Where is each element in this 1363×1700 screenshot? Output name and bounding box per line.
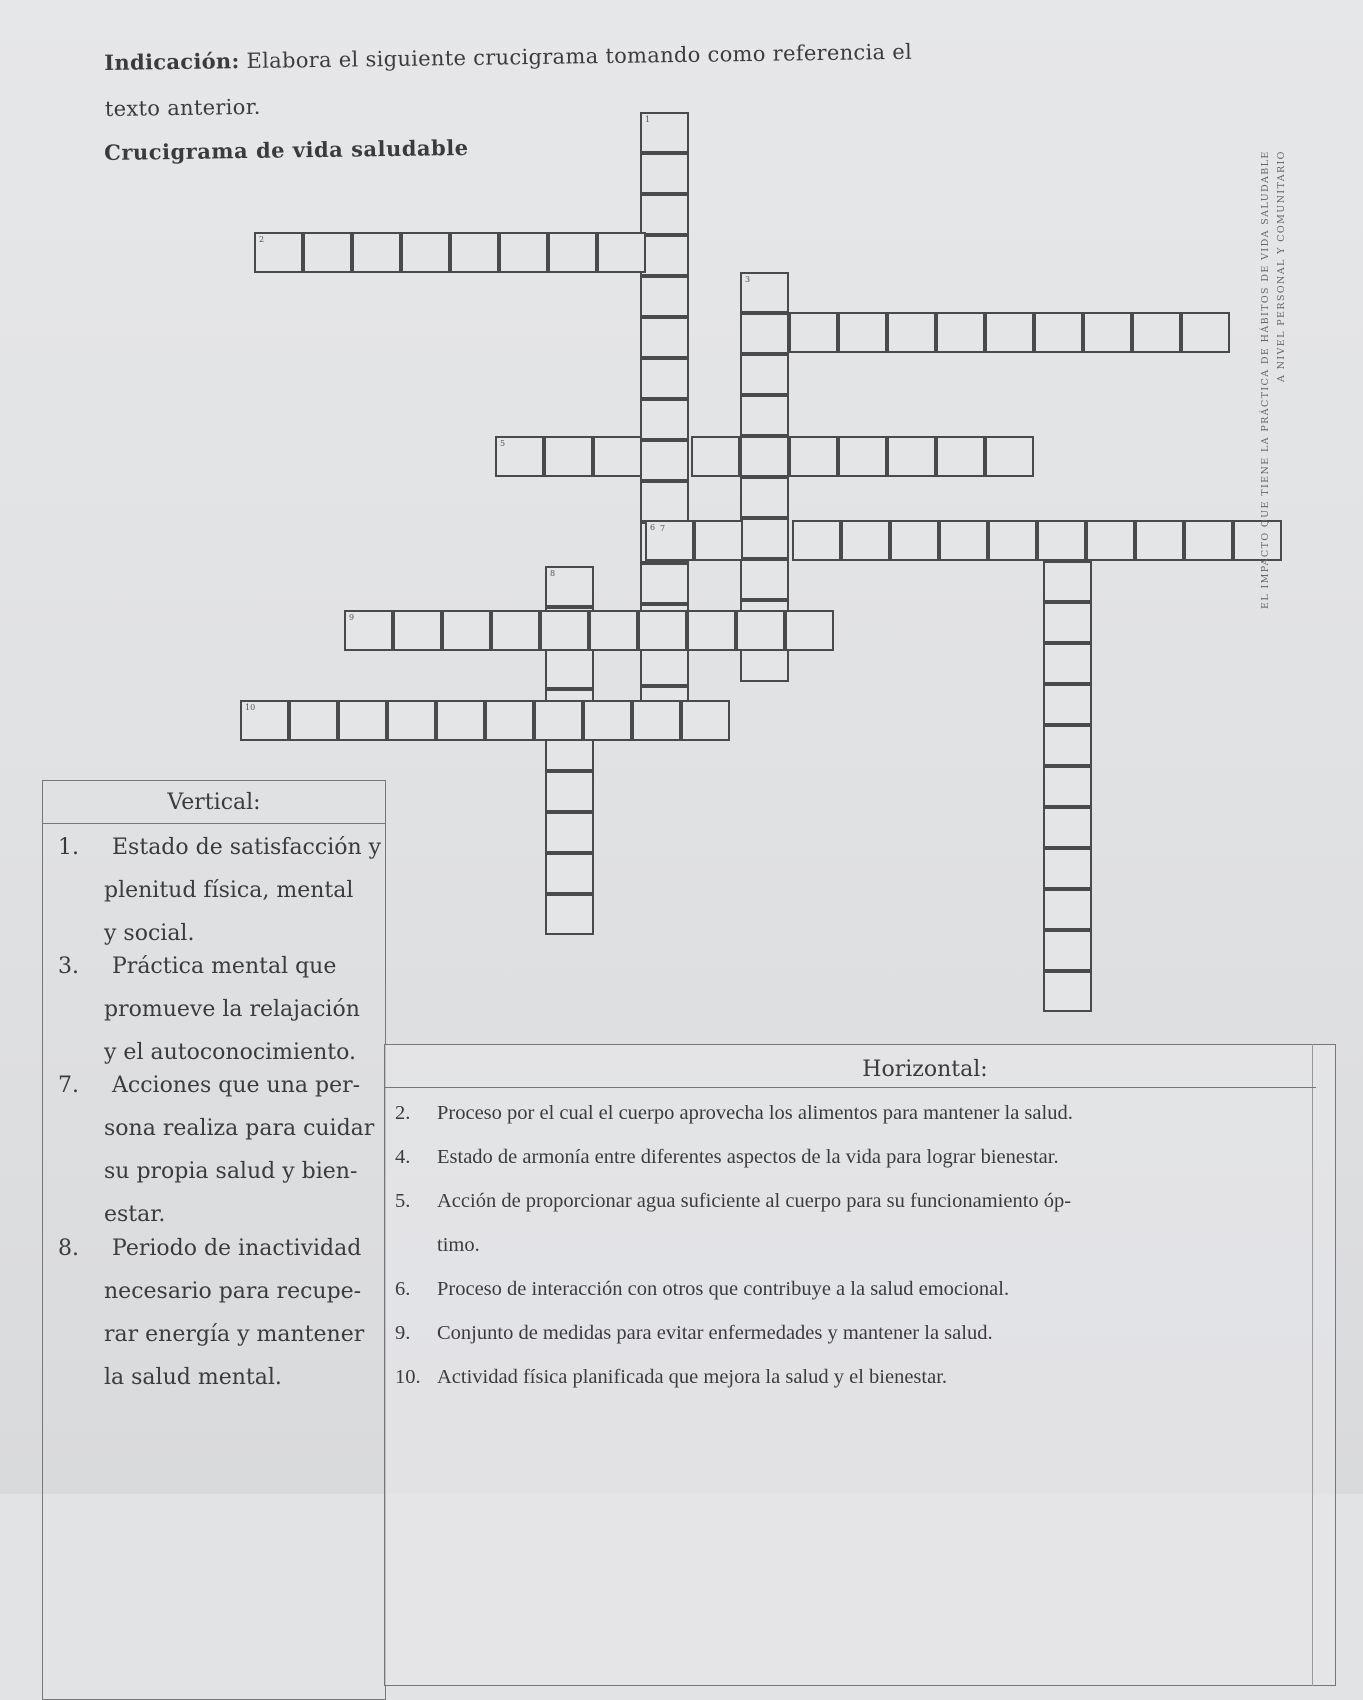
- vertical-clue-number: 8.: [58, 1236, 79, 1261]
- crossword-cell[interactable]: [736, 610, 785, 651]
- vertical-clue-number: 7.: [58, 1073, 79, 1098]
- crossword-cell[interactable]: [640, 276, 689, 317]
- vertical-clue-text: Periodo de inactividad: [112, 1236, 362, 1261]
- instruction-lead: Indicación:: [104, 48, 240, 75]
- crossword-cell[interactable]: [740, 395, 789, 436]
- crossword-cell[interactable]: [485, 700, 534, 741]
- crossword-cell[interactable]: [632, 700, 681, 741]
- crossword-cell[interactable]: [593, 436, 642, 477]
- crossword-cell[interactable]: [1043, 766, 1092, 807]
- crossword-cell[interactable]: [1043, 807, 1092, 848]
- horizontal-clue-2: [395, 1093, 1315, 1134]
- crossword-cell[interactable]: [740, 436, 789, 477]
- cell-number: 1: [645, 115, 651, 124]
- vertical-clue-text: y social.: [104, 921, 195, 946]
- horizontal-clue-6: [395, 1269, 1315, 1310]
- crossword-cell[interactable]: [240, 700, 289, 741]
- horizontal-clue-number: 5.: [395, 1190, 411, 1212]
- crossword-cell[interactable]: [1043, 971, 1092, 1012]
- horizontal-clue-9: [395, 1313, 1315, 1354]
- crossword-cell[interactable]: [352, 232, 401, 273]
- vertical-clue-number: 3.: [58, 954, 79, 979]
- vertical-clue-text: Acciones que una per-: [112, 1073, 361, 1098]
- vertical-clue-text: y el autoconocimiento.: [104, 1040, 356, 1065]
- crossword-cell[interactable]: [640, 481, 689, 522]
- crossword-cell[interactable]: [985, 312, 1034, 353]
- instruction-line-1: Elabora el siguiente crucigrama tomando como referencia el: [239, 39, 913, 74]
- crossword-cell[interactable]: [838, 436, 887, 477]
- horizontal-clue-number: 6.: [395, 1278, 411, 1300]
- vertical-clue-text: sona realiza para cuidar: [104, 1116, 375, 1141]
- crossword-cell[interactable]: [1043, 561, 1092, 602]
- crossword-cell[interactable]: [387, 700, 436, 741]
- crossword-cell[interactable]: [740, 313, 789, 354]
- crossword-cell[interactable]: [640, 317, 689, 358]
- horizontal-clue-text: Conjunto de medidas para evitar enfermedades y mantener la salud.: [437, 1322, 993, 1344]
- crossword-cell[interactable]: [1043, 848, 1092, 889]
- horizontal-clue-text: Proceso por el cual el cuerpo aprovecha los alimentos para mantener la salud.: [437, 1102, 1073, 1124]
- horizontal-clue-number: 2.: [395, 1102, 411, 1124]
- side-caption-line-1: EL IMPACTO QUE TIENE LA PRÁCTICA DE HÁBITOS DE VIDA SALUDABLE: [1260, 150, 1271, 609]
- crossword-cell[interactable]: [545, 894, 594, 935]
- horizontal-clue-4: [395, 1137, 1315, 1178]
- crossword-cell[interactable]: [597, 232, 646, 273]
- horizontal-clue-text: Estado de armonía entre diferentes aspectos de la vida para lograr bienestar.: [437, 1146, 1059, 1168]
- crossword-cell[interactable]: [789, 436, 838, 477]
- crossword-cell[interactable]: [740, 477, 789, 518]
- vertical-clue-text: plenitud física, mental: [104, 878, 354, 903]
- side-caption-line-2: A NIVEL PERSONAL Y COMUNITARIO: [1276, 150, 1287, 382]
- puzzle-title: Crucigrama de vida saludable: [104, 134, 469, 165]
- crossword-cell[interactable]: [740, 559, 789, 600]
- horizontal-clue-text: Acción de proporcionar agua suficiente al cuerpo para su funcionamiento óp-: [437, 1190, 1072, 1212]
- horizontal-clue-text: Proceso de interacción con otros que contribuye a la salud emocional.: [437, 1278, 1010, 1300]
- crossword-cell[interactable]: [785, 610, 834, 651]
- crossword-cell[interactable]: [545, 812, 594, 853]
- vertical-clue-text: su propia salud y bien-: [104, 1159, 358, 1184]
- crossword-cell[interactable]: [544, 436, 593, 477]
- crossword-cell[interactable]: [691, 436, 740, 477]
- vertical-heading: Vertical:: [42, 780, 386, 824]
- crossword-cell[interactable]: [589, 610, 638, 651]
- crossword-cell[interactable]: [645, 520, 694, 561]
- cell-number: 3: [745, 275, 751, 284]
- horizontal-heading: Horizontal:: [384, 1044, 1316, 1088]
- instruction-line-2: texto anterior.: [104, 94, 261, 121]
- cell-number: 9: [349, 613, 355, 622]
- crossword-cell[interactable]: [442, 610, 491, 651]
- crossword-cell[interactable]: [640, 153, 689, 194]
- crossword-cell[interactable]: [740, 518, 789, 559]
- crossword-cell[interactable]: [640, 645, 689, 686]
- crossword-cell[interactable]: [640, 235, 689, 276]
- crossword-cell[interactable]: [499, 232, 548, 273]
- crossword-cell[interactable]: [890, 520, 939, 561]
- crossword-cell[interactable]: [681, 700, 730, 741]
- crossword-cell[interactable]: [303, 232, 352, 273]
- crossword-cell[interactable]: [1135, 520, 1184, 561]
- crossword-cell[interactable]: [545, 853, 594, 894]
- vertical-clue-text: estar.: [104, 1202, 166, 1227]
- crossword-cell[interactable]: [436, 700, 485, 741]
- crossword-cell[interactable]: [1037, 520, 1086, 561]
- crossword-cell[interactable]: [640, 358, 689, 399]
- cell-number: 6: [650, 523, 656, 532]
- crossword-cell[interactable]: [936, 312, 985, 353]
- crossword-cell[interactable]: [540, 610, 589, 651]
- horizontal-clue-text: Actividad física planificada que mejora la salud y el bienestar.: [437, 1366, 948, 1388]
- crossword-cell[interactable]: [792, 520, 841, 561]
- crossword-cell[interactable]: [548, 232, 597, 273]
- crossword-cell[interactable]: [545, 648, 594, 689]
- crossword-cell[interactable]: [789, 312, 838, 353]
- crossword-cell[interactable]: [1043, 930, 1092, 971]
- cell-number: 8: [550, 569, 556, 578]
- crossword-cell[interactable]: [740, 354, 789, 395]
- horizontal-clue-10: [395, 1357, 1315, 1398]
- crossword-cell[interactable]: [640, 440, 689, 481]
- crossword-cell[interactable]: [450, 232, 499, 273]
- vertical-clue-text: necesario para recupe-: [104, 1279, 362, 1304]
- crossword-cell[interactable]: [988, 520, 1037, 561]
- crossword-cell[interactable]: [1043, 725, 1092, 766]
- crossword-cell[interactable]: [1184, 520, 1233, 561]
- crossword-cell[interactable]: [687, 610, 736, 651]
- crossword-cell[interactable]: [254, 232, 303, 273]
- crossword-cell[interactable]: [1043, 643, 1092, 684]
- vertical-clue-1: [58, 826, 384, 955]
- crossword-cell[interactable]: [985, 436, 1034, 477]
- crossword-cell[interactable]: [640, 563, 689, 604]
- crossword-cell[interactable]: [1034, 312, 1083, 353]
- horizontal-clue-number: 4.: [395, 1146, 411, 1168]
- side-caption: [1258, 150, 1290, 940]
- vertical-clue-7: [58, 1064, 384, 1236]
- crossword-cell[interactable]: [1132, 312, 1181, 353]
- vertical-clue-text: la salud mental.: [104, 1365, 282, 1390]
- horizontal-clue-number: 10.: [395, 1366, 421, 1388]
- horizontal-clue-number: 9.: [395, 1322, 411, 1344]
- crossword-cell[interactable]: [338, 700, 387, 741]
- crossword-cell[interactable]: [887, 312, 936, 353]
- crossword-cell[interactable]: [583, 700, 632, 741]
- crossword-cell[interactable]: [936, 436, 985, 477]
- crossword-cell[interactable]: [401, 232, 450, 273]
- horizontal-clue-5: [395, 1181, 1315, 1222]
- vertical-clue-text: rar energía y mantener: [104, 1322, 365, 1347]
- crossword-cell[interactable]: [1043, 889, 1092, 930]
- crossword-cell[interactable]: [495, 436, 544, 477]
- vertical-clue-text: Estado de satisfacción y: [112, 835, 382, 860]
- crossword-cell[interactable]: [1083, 312, 1132, 353]
- vertical-clue-number: 1.: [58, 835, 79, 860]
- crossword-cell[interactable]: [491, 610, 540, 651]
- crossword-cell[interactable]: [640, 399, 689, 440]
- cell-number: 10: [245, 703, 256, 712]
- vertical-clue-8: [58, 1227, 384, 1399]
- crossword-cell[interactable]: [344, 610, 393, 651]
- crossword-cell[interactable]: [1043, 602, 1092, 643]
- crossword-cell[interactable]: [841, 520, 890, 561]
- crossword-cell[interactable]: [838, 312, 887, 353]
- crossword-cell[interactable]: [289, 700, 338, 741]
- horizontal-box-edge: [1312, 1044, 1336, 1686]
- crossword-cell[interactable]: [1086, 520, 1135, 561]
- vertical-clue-3: [58, 945, 384, 1074]
- crossword-cell[interactable]: [545, 771, 594, 812]
- vertical-clue-text: promueve la relajación: [104, 997, 360, 1022]
- crossword-cell[interactable]: [694, 520, 743, 561]
- crossword-cell[interactable]: [887, 436, 936, 477]
- instruction-text: [104, 27, 1005, 132]
- vertical-clue-text: Práctica mental que: [112, 954, 337, 979]
- cell-number: 5: [500, 439, 506, 448]
- horizontal-clue-text: timo.: [437, 1234, 480, 1256]
- crossword-cell[interactable]: [1043, 684, 1092, 725]
- crossword-cell[interactable]: [640, 112, 689, 153]
- crossword-cell[interactable]: [640, 194, 689, 235]
- crossword-cell[interactable]: [638, 610, 687, 651]
- crossword-cell[interactable]: [1181, 312, 1230, 353]
- crossword-cell[interactable]: [393, 610, 442, 651]
- crossword-cell[interactable]: [545, 566, 594, 607]
- cell-number: 7: [660, 524, 666, 533]
- crossword-cell[interactable]: [534, 700, 583, 741]
- horizontal-clue-5-continued: [437, 1225, 1357, 1266]
- crossword-cell[interactable]: [939, 520, 988, 561]
- cell-number: 2: [259, 235, 265, 244]
- crossword-cell[interactable]: [740, 272, 789, 313]
